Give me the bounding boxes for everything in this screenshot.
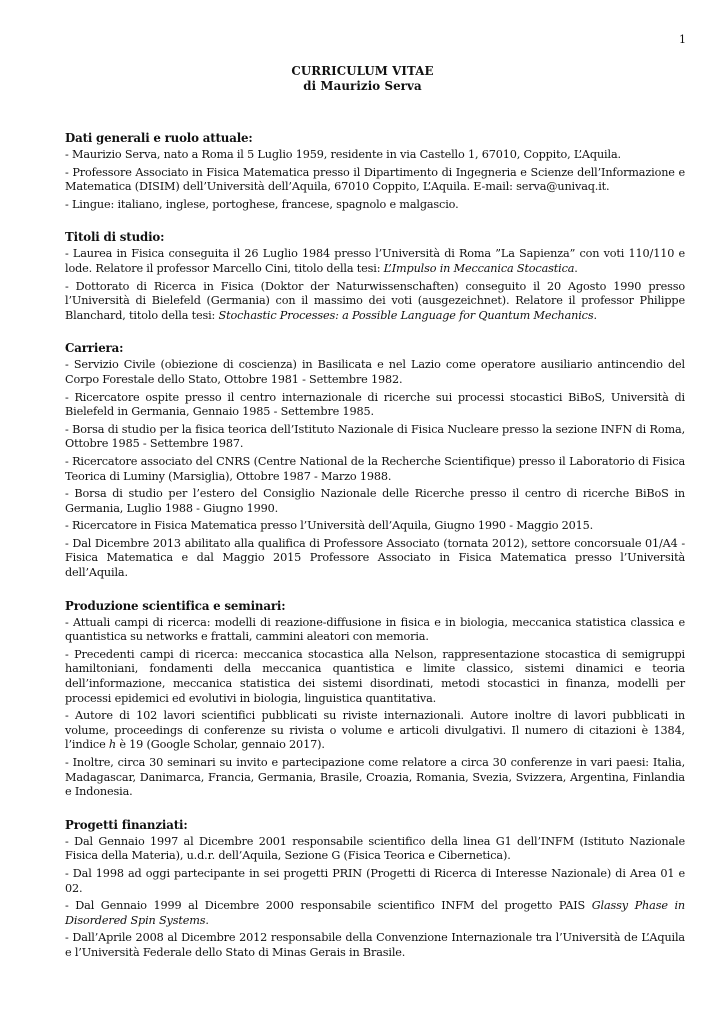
- section-career: [65, 341, 685, 580]
- document-title: CURRICULUM VITAE: [291, 64, 434, 78]
- section-general-info: [65, 131, 685, 212]
- section-heading: Titoli di studio:: [65, 230, 165, 245]
- list-item: - Borsa di studio per la fisica teorica dell’Istituto Nazionale di Fisica Nucleare presso la sezione INFN di Roma, Ottobre 1985 - Settembre 1987.: [65, 422, 685, 451]
- list-item: - Attuali campi di ricerca: modelli di reazione-diffusione in fisica e in biologia, meccanica statistica classica e quantistica su networks e frattali, cammini aleatori con memoria.: [65, 615, 685, 644]
- section-funded-projects: [65, 818, 685, 961]
- section-scientific-production: [65, 599, 685, 800]
- document-subtitle: di Maurizio Serva: [303, 79, 422, 93]
- list-item: - Inoltre, circa 30 seminari su invito e partecipazione come relatore a circa 30 conferenze in vari paesi: Italia, Madagascar, Danimarca, Francia, Germania, Brasile, Croazia, Romania, Svezia, Svizzera, Argentina, Finlandia e Indonesia.: [65, 756, 685, 799]
- section-heading: Dati generali e ruolo attuale:: [65, 131, 253, 145]
- list-item: - Professore Associato in Fisica Matematica presso il Dipartimento di Ingegneria e Scienze dell’Informazione e Matematica (DISIM) dell’Università dell’Aquila, 67010 Coppito, L’Aquila. E-mail: serva@univaq.it.: [65, 165, 685, 194]
- list-item: - Autore di 102 lavori scientifici pubblicati su riviste internazionali. Autore inoltre di lavori pubblicati in volume, proceedings di conferenze su rivista o volume e articoli divulgativi. Il numero di citazioni è 1384, l’indice h è 19 (Google Scholar, gennaio 2017).: [65, 709, 685, 752]
- list-item: - Lingue: italiano, inglese, portoghese, francese, spagnolo e malgascio.: [65, 197, 459, 211]
- section-heading: Carriera:: [65, 341, 124, 356]
- list-item: - Laurea in Fisica conseguita il 26 Luglio 1984 presso l’Università di Roma ”La Sapienza” con voti 110/110 e lode. Relatore il professor Marcello Cini, titolo della tesi: L’Impulso in Meccanica Stocastica.: [65, 247, 685, 275]
- list-item: - Borsa di studio per l’estero del Consiglio Nazionale delle Ricerche presso il centro di ricerche BiBoS in Germania, Luglio 1988 - Giugno 1990.: [65, 487, 685, 515]
- list-item: - Dal Dicembre 2013 abilitato alla qualifica di Professore Associato (tornata 2012), settore concorsuale 01/A4 - Fisica Matematica e dal Maggio 2015 Professore Associato in Fisica Matematica presso l’Università dell’Aquila.: [65, 536, 685, 580]
- list-item: - Ricercatore associato del CNRS (Centre National de la Recherche Scientifique) presso il Laboratorio di Fisica Teorica di Luminy (Marsiglia), Ottobre 1987 - Marzo 1988.: [65, 454, 685, 483]
- list-item: - Dal 1998 ad oggi partecipante in sei progetti PRIN (Progetti di Ricerca di Interesse Nazionale) di Area 01 e 02.: [65, 866, 685, 895]
- list-item: - Dal Gennaio 1999 al Dicembre 2000 responsabile scientifico INFM del progetto PAIS Glassy Phase in Disordered Spin Systems.: [65, 899, 685, 927]
- section-education: [65, 230, 685, 323]
- list-item: - Servizio Civile (obiezione di coscienza) in Basilicata e nel Lazio come operatore ausiliario antincendio del Corpo Forestale dello Stato, Ottobre 1981 - Settembre 1982.: [65, 358, 685, 386]
- list-item: - Dottorato di Ricerca in Fisica (Doktor der Naturwissenschaften) conseguito il 20 Agosto 1990 presso l’Università di Bielefeld (Germania) con il massimo dei voti (ausgezeichnet). Relatore il professor Philippe Blanchard, titolo della tesi: Stochastic Processes: a Possible Language for Quantum Mechanics.: [65, 279, 685, 322]
- section-heading: Produzione scientifica e seminari:: [65, 598, 286, 613]
- list-item: - Maurizio Serva, nato a Roma il 5 Luglio 1959, residente in via Castello 1, 67010, Coppito, L’Aquila.: [65, 148, 621, 161]
- page-number: 1: [679, 33, 686, 46]
- cv-content: [65, 131, 685, 979]
- list-item: - Precedenti campi di ricerca: meccanica stocastica alla Nelson, rappresentazione stocastica di semigruppi hamiltoniani, fondamenti della meccanica quantistica e limite classico, sistemi dinamici e teoria dell’informazione, meccanica statistica dei sistemi disordinati, metodi stocastici in finanza, modelli per processi epidemici ed evolutivi in biologia, linguistica quantitativa.: [65, 647, 685, 705]
- list-item: - Dal Gennaio 1997 al Dicembre 2001 responsabile scientifico della linea G1 dell’INFM (Istituto Nazionale Fisica della Materia), u.d.r. dell’Aquila, Sezione G (Fisica Teorica e Cibernetica).: [65, 834, 685, 863]
- list-item: - Ricercatore ospite presso il centro internazionale di ricerche sui processi stocastici BiBoS, Università di Bielefeld in Germania, Gennaio 1985 - Settembre 1985.: [65, 390, 685, 419]
- list-item: - Dall’Aprile 2008 al Dicembre 2012 responsabile della Convenzione Internazionale tra l’Università de L’Aquila e l’Università Federale dello Stato di Minas Gerais in Brasile.: [65, 931, 685, 959]
- section-heading: Progetti finanziati:: [65, 817, 188, 832]
- list-item: - Ricercatore in Fisica Matematica presso l’Università dell’Aquila, Giugno 1990 - Maggio 2015.: [65, 519, 594, 533]
- document-header: [0, 64, 725, 94]
